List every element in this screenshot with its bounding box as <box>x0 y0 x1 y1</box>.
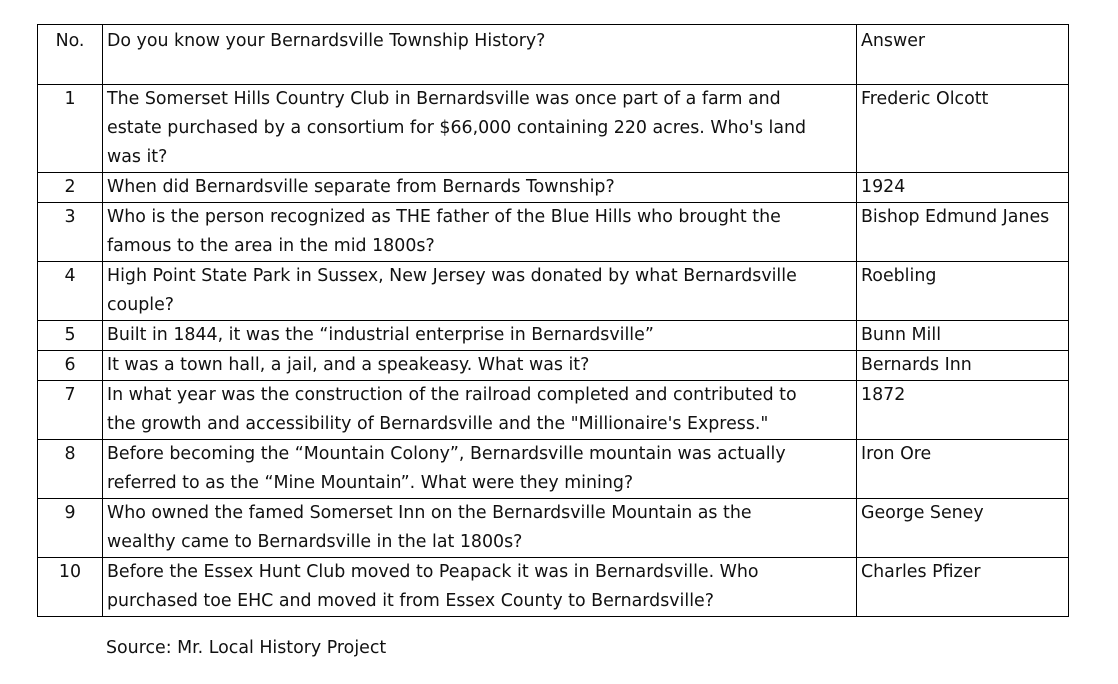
question-text <box>103 85 857 173</box>
question-line: wealthy came to Bernardsville in the lat 1800s? <box>107 532 523 552</box>
question-line: famous to the area in the mid 1800s? <box>107 236 435 256</box>
question-text <box>103 321 857 351</box>
header-question: Do you know your Bernardsville Township History? <box>103 25 857 85</box>
question-number: 8 <box>38 440 103 499</box>
question-line: Before becoming the “Mountain Colony”, Bernardsville mountain was actually <box>107 444 786 464</box>
table-row <box>38 262 1069 321</box>
answer-text: George Seney <box>857 499 1069 558</box>
question-line: couple? <box>107 295 175 315</box>
header-number: No. <box>38 25 103 85</box>
question-line: purchased toe EHC and moved it from Essex County to Bernardsville? <box>107 591 714 611</box>
question-number: 3 <box>38 203 103 262</box>
question-line: referred to as the “Mine Mountain”. What were they mining? <box>107 473 634 493</box>
answer-text: Charles Pfizer <box>857 558 1069 617</box>
table-row <box>38 499 1069 558</box>
question-line: Before the Essex Hunt Club moved to Peapack it was in Bernardsville. Who <box>107 562 759 582</box>
history-quiz-table <box>37 24 1069 617</box>
question-text <box>103 351 857 381</box>
answer-text: Bernards Inn <box>857 351 1069 381</box>
answer-text: 1924 <box>857 173 1069 203</box>
question-number: 10 <box>38 558 103 617</box>
question-line: In what year was the construction of the railroad completed and contributed to <box>107 385 797 405</box>
quiz-table-body <box>38 25 1069 617</box>
header-answer: Answer <box>857 25 1069 85</box>
question-text <box>103 440 857 499</box>
question-number: 6 <box>38 351 103 381</box>
question-number: 2 <box>38 173 103 203</box>
question-line: The Somerset Hills Country Club in Bernardsville was once part of a farm and <box>107 89 781 109</box>
answer-text: Bishop Edmund Janes <box>857 203 1069 262</box>
question-text <box>103 173 857 203</box>
answer-text: Roebling <box>857 262 1069 321</box>
table-row <box>38 203 1069 262</box>
source-note: Source: Mr. Local History Project <box>106 638 387 658</box>
table-header-row <box>38 25 1069 85</box>
question-line: High Point State Park in Sussex, New Jersey was donated by what Bernardsville <box>107 266 797 286</box>
question-line: Who is the person recognized as THE father of the Blue Hills who brought the <box>107 207 781 227</box>
question-text <box>103 262 857 321</box>
table-row <box>38 85 1069 173</box>
answer-text: Iron Ore <box>857 440 1069 499</box>
question-number: 1 <box>38 85 103 173</box>
question-line: the growth and accessibility of Bernardsville and the "Millionaire's Express." <box>107 414 769 434</box>
table-row <box>38 321 1069 351</box>
question-line: Who owned the famed Somerset Inn on the Bernardsville Mountain as the <box>107 503 752 523</box>
question-text <box>103 499 857 558</box>
table-row <box>38 173 1069 203</box>
question-line: estate purchased by a consortium for $66,000 containing 220 acres. Who's land <box>107 118 807 138</box>
question-number: 4 <box>38 262 103 321</box>
question-line: was it? <box>107 147 168 167</box>
table-row <box>38 381 1069 440</box>
answer-text: Frederic Olcott <box>857 85 1069 173</box>
question-line: When did Bernardsville separate from Bernards Township? <box>107 177 615 197</box>
question-text <box>103 203 857 262</box>
table-row <box>38 558 1069 617</box>
question-line: Built in 1844, it was the “industrial enterprise in Bernardsville” <box>107 325 654 345</box>
table-row <box>38 351 1069 381</box>
question-text <box>103 381 857 440</box>
answer-text: Bunn Mill <box>857 321 1069 351</box>
question-number: 9 <box>38 499 103 558</box>
question-number: 5 <box>38 321 103 351</box>
question-text <box>103 558 857 617</box>
question-number: 7 <box>38 381 103 440</box>
table-row <box>38 440 1069 499</box>
answer-text: 1872 <box>857 381 1069 440</box>
question-line: It was a town hall, a jail, and a speakeasy. What was it? <box>107 355 590 375</box>
